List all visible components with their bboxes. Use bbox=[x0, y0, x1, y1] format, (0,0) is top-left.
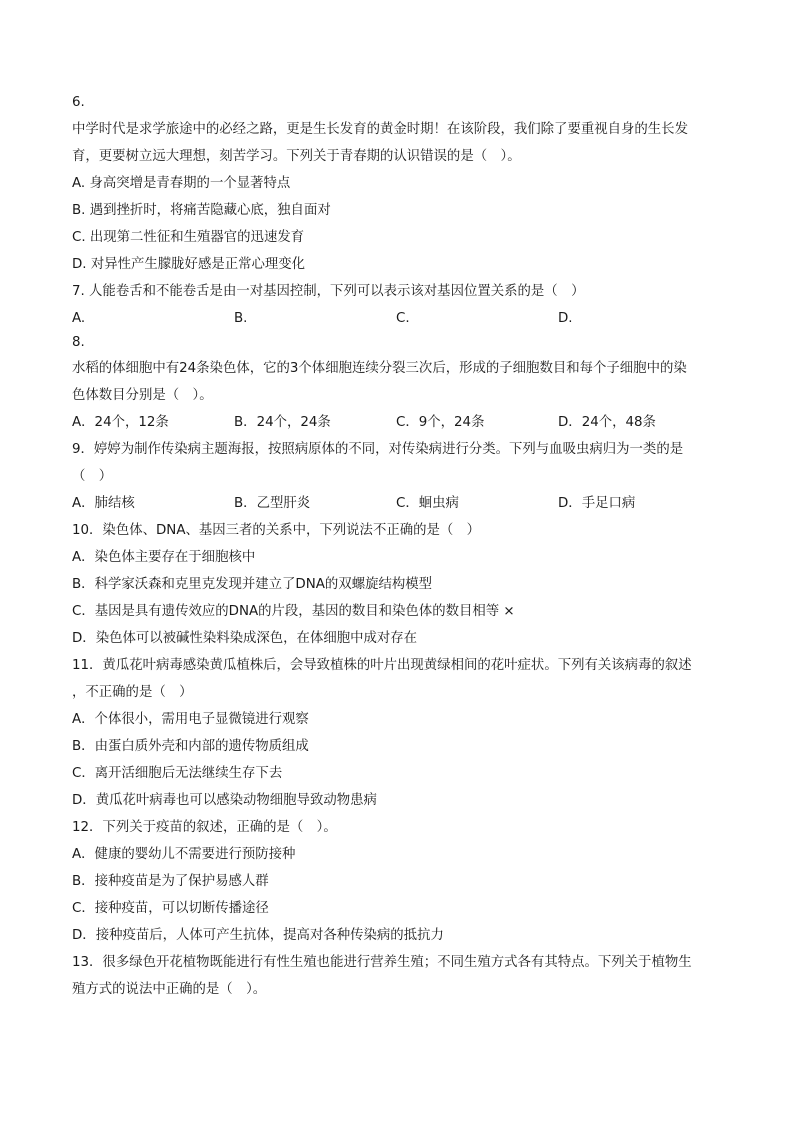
question-8-stem-1: 水稻的体细胞中有24条染色体，它的3个体细胞连续分裂三次后，形成的子细胞数目和每个子细胞中的染 bbox=[72, 361, 687, 376]
question-10-stem: 10．染色体、DNA、基因三者的关系中，下列说法不正确的是（ ） bbox=[72, 523, 481, 538]
question-6-option-a: A. 身高突增是青春期的一个显著特点 bbox=[72, 176, 291, 191]
question-7-option-a: A. bbox=[72, 311, 86, 326]
question-10-option-a: A．染色体主要存在于细胞核中 bbox=[72, 550, 256, 565]
question-8-option-a: A．24个，12条 bbox=[72, 415, 169, 430]
question-9-stem-1: 9．婷婷为制作传染病主题海报，按照病原体的不同，对传染病进行分类。下列与血吸虫病归为一类的是 bbox=[72, 442, 684, 457]
question-13-stem-2: 殖方式的说法中正确的是（ ）。 bbox=[72, 982, 267, 997]
question-6-option-c: C. 出现第二性征和生殖器官的迅速发育 bbox=[72, 230, 305, 245]
question-10-option-b: B．科学家沃森和克里克发现并建立了DNA的双螺旋结构模型 bbox=[72, 577, 433, 592]
question-8-option-b: B．24个，24条 bbox=[234, 415, 331, 430]
question-11-option-a: A．个体很小，需用电子显微镜进行观察 bbox=[72, 712, 309, 727]
question-9-option-b: B．乙型肝炎 bbox=[234, 496, 311, 511]
question-8-stem-2: 色体数目分别是（ ）。 bbox=[72, 388, 213, 403]
question-12-option-d: D．接种疫苗后，人体可产生抗体，提高对各种传染病的抵抗力 bbox=[72, 928, 444, 943]
question-11-option-d: D．黄瓜花叶病毒也可以感染动物细胞导致动物患病 bbox=[72, 793, 377, 808]
question-8-option-d: D．24个，48条 bbox=[558, 415, 656, 430]
question-9-option-a: A．肺结核 bbox=[72, 496, 135, 511]
question-11-stem-2: ，不正确的是（ ） bbox=[72, 685, 193, 700]
question-8-option-c: C．9个，24条 bbox=[396, 415, 485, 430]
question-11-stem-1: 11．黄瓜花叶病毒感染黄瓜植株后，会导致植株的叶片出现黄绿相间的花叶症状。下列有关该病毒的叙述 bbox=[72, 658, 692, 673]
question-7-option-b: B. bbox=[234, 311, 248, 326]
question-9-option-c: C．蛔虫病 bbox=[396, 496, 459, 511]
question-6-option-b: B. 遇到挫折时，将痛苦隐藏心底，独自面对 bbox=[72, 203, 331, 218]
question-9-option-d: D．手足口病 bbox=[558, 496, 636, 511]
question-13-stem-1: 13．很多绿色开花植物既能进行有性生殖也能进行营养生殖；不同生殖方式各有其特点。下列关于植物生 bbox=[72, 955, 692, 970]
question-9-stem-2: （ ） bbox=[72, 469, 113, 484]
question-6-stem-2: 育，更要树立远大理想，刻苦学习。下列关于青春期的认识错误的是（ ）。 bbox=[72, 149, 521, 164]
question-10-option-c: C．基因是具有遗传效应的DNA的片段，基因的数目和染色体的数目相等 × bbox=[72, 604, 515, 619]
question-12-option-a: A．健康的婴幼儿不需要进行预防接种 bbox=[72, 847, 296, 862]
question-11-option-c: C．离开活细胞后无法继续生存下去 bbox=[72, 766, 283, 781]
question-6-option-d: D. 对异性产生朦胧好感是正常心理变化 bbox=[72, 257, 306, 272]
question-7-option-c: C. bbox=[396, 311, 410, 326]
question-8-number: 8. bbox=[72, 335, 85, 350]
question-10-option-d: D．染色体可以被碱性染料染成深色，在体细胞中成对存在 bbox=[72, 631, 418, 646]
question-12-stem: 12．下列关于疫苗的叙述，正确的是（ ）。 bbox=[72, 820, 337, 835]
question-6-stem-1: 中学时代是求学旅途中的必经之路，更是生长发育的黄金时期！在该阶段，我们除了要重视自身的生长发 bbox=[72, 122, 688, 137]
question-7-stem: 7. 人能卷舌和不能卷舌是由一对基因控制，下列可以表示该对基因位置关系的是（ ） bbox=[72, 284, 585, 299]
question-12-option-b: B．接种疫苗是为了保护易感人群 bbox=[72, 874, 269, 889]
question-6-number: 6. bbox=[72, 95, 85, 110]
question-7-option-d: D. bbox=[558, 311, 573, 326]
question-12-option-c: C．接种疫苗，可以切断传播途径 bbox=[72, 901, 269, 916]
question-11-option-b: B．由蛋白质外壳和内部的遗传物质组成 bbox=[72, 739, 309, 754]
